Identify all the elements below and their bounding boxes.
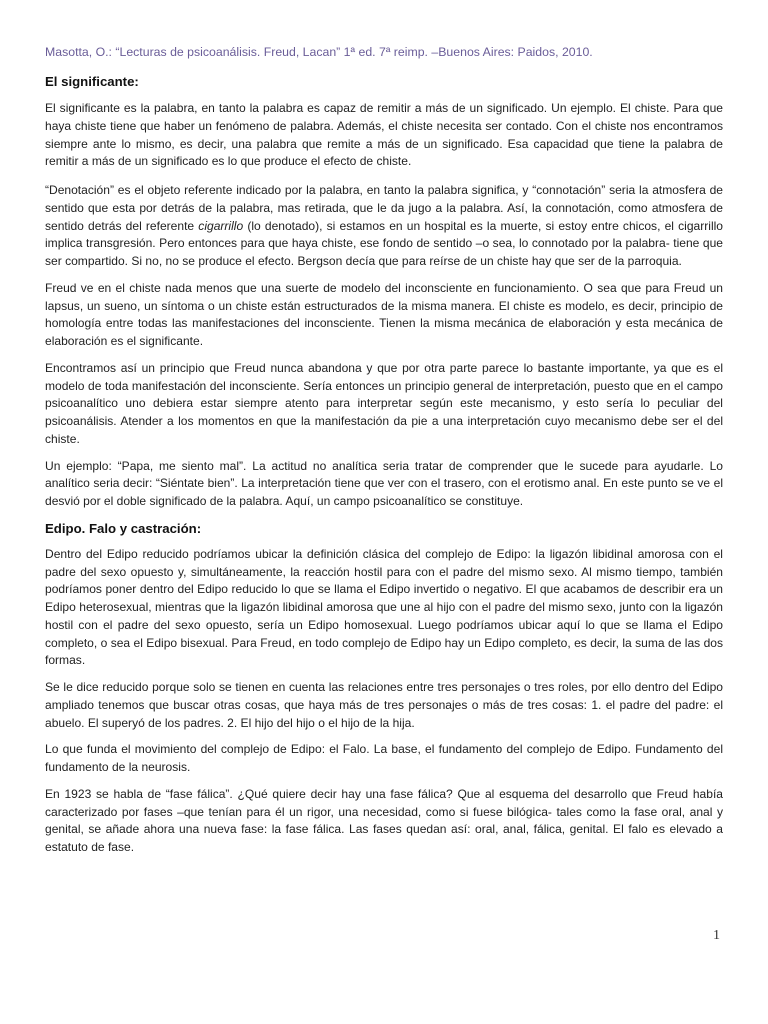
section-heading-significante: El significante: bbox=[45, 74, 139, 89]
paragraph: El significante es la palabra, en tanto la palabra es capaz de remitir a más de un significado. Un ejemplo. El chiste. Para que haya chiste tiene que haber un fenómeno de palabra. Además, el chiste necesita ser contado. Con el chiste nos encontramos siempre ante lo mismo, es decir, una palabra que remite a más de un significado. Esa capacidad que tiene la palabra de remitir a más de un significado es lo que produce el efecto de chiste. bbox=[45, 101, 723, 169]
paragraph-text: (lo denotado), si estamos en un hospital es la muerte, si estoy entre chicos, el cigarrillo implica transgresión. Pero entonces para que haya chiste, ese fondo de sentido –o sea, lo connotado por la palabra- tiene que ser compartido. Si no, no se produce el efecto. Bergson decía que para reírse de un chiste hay que ser de la parroquia. bbox=[45, 218, 723, 268]
paragraph: Dentro del Edipo reducido podríamos ubicar la definición clásica del complejo de Edipo: la ligazón libidinal amorosa con el padre del sexo opuesto y, simultáneamente, la reacción hostil para con el padre del mismo sexo. Al mismo tiempo, también podríamos poner dentro del Edipo reducido lo que se llama el Edipo invertido o negativo. El que acabamos de describir era un Edipo heterosexual, mientras que la ligazón libidinal amorosa que une al hijo con el padre del mismo sexo, junto con la ligazón hostil con el padre del sexo opuesto, sería un Edipo homosexual. Luego podríamos ubicar aquí lo que se llama el Edipo completo, o sea el Edipo bisexual. Para Freud, en todo complejo de Edipo hay un Edipo completo, es decir, la suma de las dos formas. bbox=[45, 546, 723, 668]
section-heading-edipo: Edipo. Falo y castración: bbox=[45, 520, 202, 536]
citation: Masotta, O.: “Lecturas de psicoanálisis. Freud, Lacan” 1ª ed. 7ª reimp. –Buenos Aires: Paidos, 2010. bbox=[45, 45, 593, 59]
page-number: 1 bbox=[713, 928, 720, 943]
document-page bbox=[45, 44, 723, 866]
paragraph: En 1923 se habla de “fase fálica”. ¿Qué quiere decir hay una fase fálica? Que al esquema del desarrollo que Freud había caracterizado por fases –que tenían para él un rigor, una necesidad, como si fuese bilógica- tales como la fase oral, anal y genital, se añade ahora una nueva fase: la fase fálica. Las fases quedan así: oral, anal, fálica, genital. El falo es elevado a estatuto de fase. bbox=[45, 786, 723, 854]
paragraph: Encontramos así un principio que Freud nunca abandona y que por otra parte parece lo bastante importante, ya que es el modelo de toda manifestación del inconsciente. Sería entonces un principio general de interpretación, puesto que en el campo psicoanalítico uno debiera estar siempre atento para interpretar según este mecanismo, y esto sería lo peculiar del psicoanálisis. Atender a los momentos en que la manifestación da pie a una interpretación cuyo mecanismo debe ser el del chiste. bbox=[45, 360, 723, 446]
paragraph-text: “Denotación” es el objeto referente indicado por la palabra, en tanto la palabra significa, y “connotación” seria la atmosfera de sentido que esta por detrás de la palabra, mas retirada, que le da jugo a la palabra. Así, la connotación, como atmosfera de sentido detrás del referente bbox=[45, 183, 723, 233]
paragraph: Un ejemplo: “Papa, me siento mal”. La actitud no analítica seria tratar de comprender que le sucede para ayudarle. Lo analítico seria decir: “Siéntate bien”. La interpretación tiene que ver con el trasero, con el erotismo anal. En este punto se ve el desvió por el doble significado de la palabra. Aquí, un campo psicoanalítico se constituye. bbox=[45, 458, 723, 508]
paragraph: Se le dice reducido porque solo se tienen en cuenta las relaciones entre tres personajes o tres roles, por ello dentro del Edipo ampliado tenemos que buscar otras cosas, que haya más de tres personajes o más de tres cosas: 1. el padre del padre: el abuelo. El superyó de los padres. 2. El hijo del hijo o el hijo de la hija. bbox=[45, 680, 723, 730]
emphasized-word: cigarrillo bbox=[198, 218, 244, 233]
paragraph: Freud ve en el chiste nada menos que una suerte de modelo del inconsciente en funcionamiento. O sea que para Freud un lapsus, un sueno, un síntoma o un chiste están estructurados de la misma manera. El chiste es modelo, es decir, principio de homología entre todas las manifestaciones del inconsciente. Tienen la misma mecánica de elaboración y esta mecánica de elaboración es el significante. bbox=[45, 280, 723, 348]
paragraph: Lo que funda el movimiento del complejo de Edipo: el Falo. La base, el fundamento del complejo de Edipo. Fundamento del fundamento de la neurosis. bbox=[45, 742, 723, 774]
paragraph bbox=[45, 182, 723, 271]
